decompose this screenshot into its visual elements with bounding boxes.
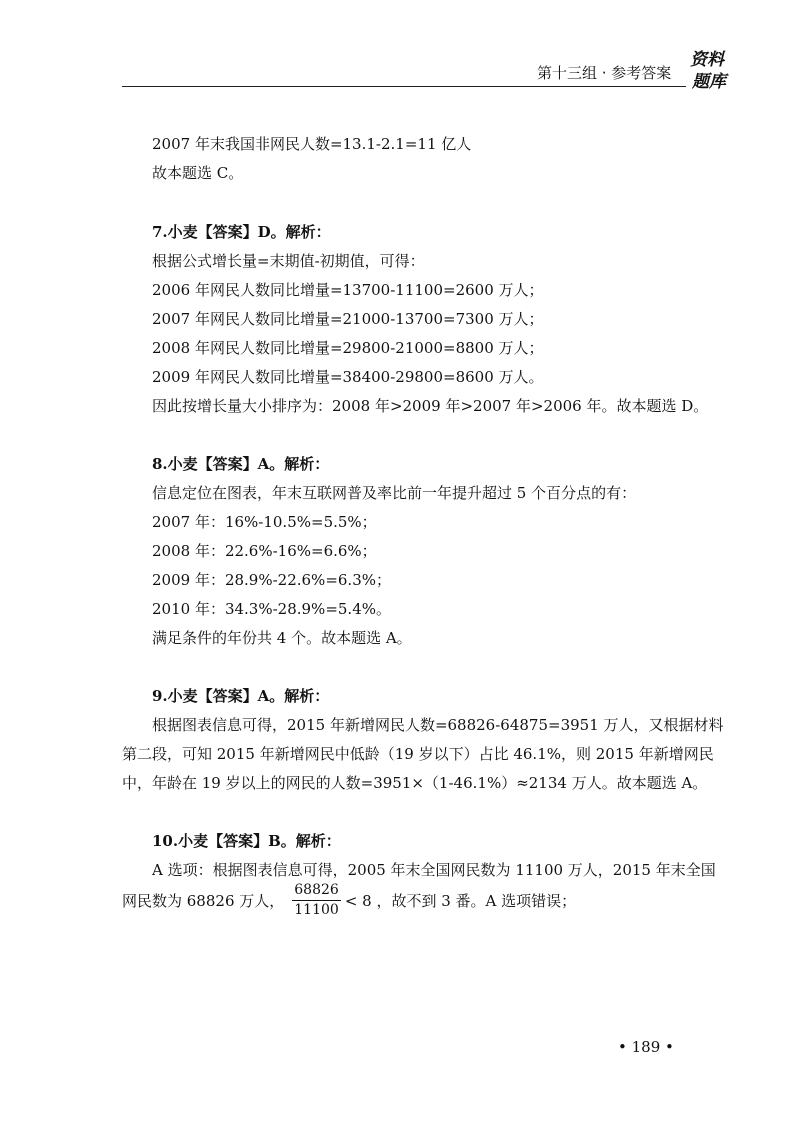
paragraph-line: 中，年龄在 19 岁以上的网民的人数=3951×（1-46.1%）≈2134 万人。故本题选 A。 bbox=[122, 774, 708, 792]
fraction-denominator: 11100 bbox=[294, 901, 339, 918]
fraction bbox=[292, 882, 341, 919]
paragraph-line: 2008 年：22.6%-16%=6.6%； bbox=[152, 542, 377, 560]
paragraph-line: 2007 年末我国非网民人数=13.1-2.1=11 亿人 bbox=[152, 135, 472, 153]
paragraph-line: 根据图表信息可得，2015 年新增网民人数=68826-64875=3951 万人，又根据材料 bbox=[152, 716, 724, 734]
header-divider bbox=[122, 86, 686, 87]
paragraph-line: 2006 年网民人数同比增量=13700-11100=2600 万人； bbox=[152, 281, 544, 299]
paragraph-line: 根据公式增长量=末期值-初期值，可得： bbox=[152, 252, 425, 270]
paragraph-line: 故本题选 C。 bbox=[152, 164, 244, 182]
paragraph-line: 信息定位在图表，年末互联网普及率比前一年提升超过 5 个百分点的有： bbox=[152, 484, 637, 502]
page-number: • 189 • bbox=[618, 1038, 674, 1056]
header-title: 第十三组 · 参考答案 bbox=[537, 64, 672, 82]
header-logo-line2: 题库 bbox=[692, 72, 726, 92]
header-logo-line1: 资料 bbox=[690, 50, 724, 70]
question-8-heading: 8.小麦【答案】A。解析： bbox=[152, 455, 330, 473]
paragraph-line: 2007 年：16%-10.5%=5.5%； bbox=[152, 513, 377, 531]
paragraph-line: 2010 年：34.3%-28.9%=5.4%。 bbox=[152, 600, 391, 618]
paragraph-line: 2009 年网民人数同比增量=38400-29800=8600 万人。 bbox=[152, 368, 544, 386]
fraction-numerator: 68826 bbox=[292, 882, 341, 901]
paragraph-line: 第二段，可知 2015 年新增网民中低龄（19 岁以下）占比 46.1%，则 2015 年新增网民 bbox=[122, 745, 714, 763]
header-logo bbox=[690, 49, 730, 93]
fraction-line-prefix: 网民数为 68826 万人， bbox=[122, 891, 285, 910]
paragraph-line: 2007 年网民人数同比增量=21000-13700=7300 万人； bbox=[152, 310, 544, 328]
paragraph-line: A 选项：根据图表信息可得，2005 年末全国网民数为 11100 万人，2015 年末全国 bbox=[152, 861, 716, 879]
fraction-line bbox=[122, 880, 576, 920]
paragraph-line: 2008 年网民人数同比增量=29800-21000=8800 万人； bbox=[152, 339, 544, 357]
question-10-heading: 10.小麦【答案】B。解析： bbox=[152, 832, 341, 850]
paragraph-line: 2009 年：28.9%-22.6%=6.3%； bbox=[152, 571, 391, 589]
paragraph-line: 因此按增长量大小排序为：2008 年>2009 年>2007 年>2006 年。故本题选 D。 bbox=[152, 397, 709, 415]
paragraph-line: 满足条件的年份共 4 个。故本题选 A。 bbox=[152, 629, 412, 647]
question-9-heading: 9.小麦【答案】A。解析： bbox=[152, 687, 330, 705]
question-7-heading: 7.小麦【答案】D。解析： bbox=[152, 223, 331, 241]
fraction-line-suffix: < 8 ，故不到 3 番。A 选项错误； bbox=[344, 891, 577, 910]
